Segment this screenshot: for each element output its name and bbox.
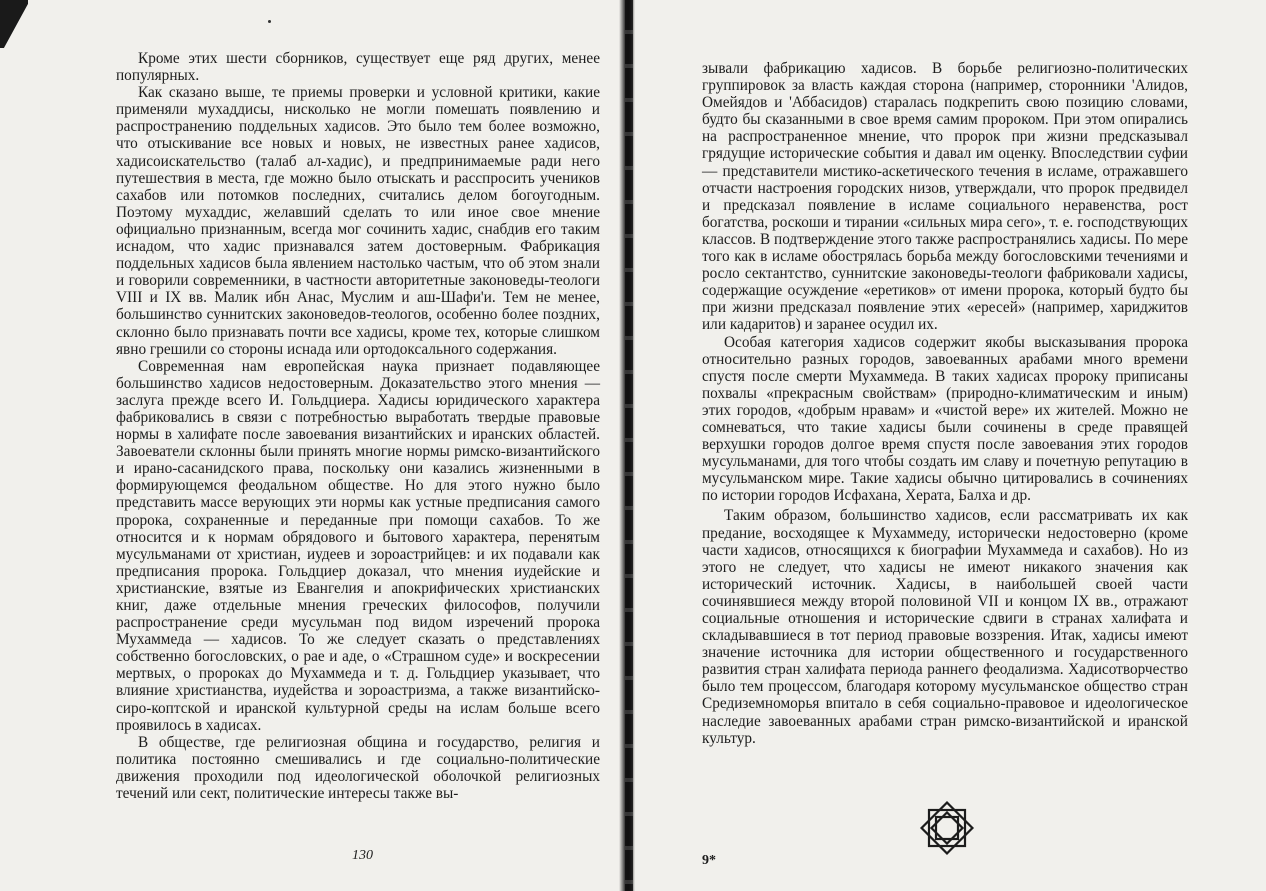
left-paragraph-4: В обществе, где религиозная община и государство, религия и политика постоянно смешивались и где социально-политические движения проходили под идеологической оболочкой религиозных течений или сект, политические интересы также вы- [116,733,600,803]
scan-dot [268,20,271,23]
right-text-column [702,60,1188,747]
eight-point-star-ornament-icon [912,798,982,858]
right-paragraph-3: Таким образом, большинство хадисов, если рассматривать их как предание, восходящее к Мухаммеду, исторически недостоверно (кроме части хадисов, относящихся к биографии Мухаммеда и сахабов). Но из этого не следует, что хадисы не имеют никакого значения как исторический источник. Хадисы, в наибольшей своей части сочинявшиеся между второй половиной VII и концом IX вв., отражают социальные отношения и исторические сдвиги в странах халифата и складывавшиеся в тот период правовые воззрения. Итак, хадисы имеют значение источника для истории общественного и государственного развития стран халифата периода раннего феодализма. Хадисотворчество было тем процессом, благодаря которому мусульманское общество стран Средиземноморья впитало в себя социально-правовое и идеологическое наследие завоеванных арабами стран римско-византийской и иранской культур. [702,507,1188,747]
left-paragraph-1: Кроме этих шести сборников, существует еще ряд других, менее популярных. [116,50,600,85]
right-page [632,0,1266,891]
left-page [0,0,630,891]
left-paragraph-3: Современная нам европейская наука признает подавляющее большинство хадисов недостоверным. Доказательство этого мнения — заслуга прежде всего И. Гольдциера. Хадисы юридического характера фабриковались в связи с потребностью выработать твердые правовые нормы в халифате после завоевания византийских и иранских областей. Завоеватели склонны были принять многие нормы римско-византийского и ирано-сасанидского права, поскольку они казались жизненными в формирующемся феодальном обществе. Но для этого нужно было представить массе верующих эти нормы как устные предписания самого пророка, сохраненные и переданные при помощи сахабов. То же относится и к нормам обрядового и бытового характера, перенятым мусульманами от христиан, иудеев и зороастрийцев: и их подавали как предписания пророка. Гольдциер доказал, что мнения иудейские и христианские, взятые из Евангелия и апокрифических христианских книг, даже отдельные мнения греческих философов, получили распространение среди мусульман под видом изречений пророка Мухаммеда — хадисов. То же следует сказать о представлениях собственно богословских, о рае и аде, о «Страшном суде» и воскресении мертвых, о пророках до Мухаммеда и т. д. Гольдциер указывает, что влияние христианства, иудейства и зороастризма, а также византийско-сиро-коптской и иранской культурной среды на ислам больше всего проявилось в хадисах. [116,357,600,734]
left-page-number: 130 [352,848,373,863]
left-paragraph-2: Как сказано выше, те приемы проверки и условной критики, какие применяли мухаддисы, нисколько не могли помешать появлению и распространению поддельных хадисов. Это было тем более возможно, что отыскивание все новых и новых, не известных ранее хадисов, хадисоискательство (талаб ал-хадис), и предпринимаемые ради него путешествия в места, где можно было отыскать и расспросить учеников сахабов или потомков последних, считались делом богоугодным. Поэтому мухаддис, желавший сделать то или иное свое мнение официально признанным, всегда мог сочинить хадис, снабдив его таким иснадом, что хадис признавался затем достоверным. Фабрикация поддельных хадисов была явлением настолько частым, что об этом знали и говорили современники, в частности авторитетные законоведы-теологи VIII и IX вв. Малик ибн Анас, Муслим и аш-Шафи'и. Тем не менее, большинство суннитских законоведов-теологов, особенно более поздних, склонно было признавать почти все хадисы, кроме тех, которые слишком явно грешили со стороны иснада или ортодоксального содержания. [116,84,600,358]
scan-corner-mark [0,0,28,48]
right-paragraph-2: Особая категория хадисов содержит якобы высказывания пророка относительно разных городов, завоеванных арабами много времени спустя после смерти Мухаммеда. В таких хадисах пророку приписаны похвалы «прекрасным свойствам» (природно-климатическим и иным) этих городов, «добрым нравам» и «чистой вере» их жителей. Можно не сомневаться, что такие хадисы были сочинены в среде правящей верхушки городов долгое время спустя после завоевания этих городов мусульманами, для того чтобы создать им славу и почетную репутацию в мусульманском мире. Такие хадисы обычно цитировались в сочинениях по истории городов Исфахана, Херата, Балха и др. [702,333,1188,505]
right-page-number: 9* [702,853,716,868]
right-paragraph-1: зывали фабрикацию хадисов. В борьбе религиозно-политических группировок за власть каждая сторона (например, сторонники 'Алидов, Омейядов и 'Аббасидов) старалась подкрепить свою позицию словами, будто бы сказанными в свое время самим пророком. При этом опирались на распространенное мнение, что пророк при жизни предсказывал грядущие исторические события и давал им оценку. Впоследствии суфии — представители мистико-аскетического течения в исламе, отражавшего отчасти настроения городских низов, утверждали, что пророк предвидел и предсказал появление в исламе социального неравенства, рост богатства, роскоши и тирании «сильных мира сего», т. е. господствующих классов. В подтверждение этого также распространялись хадисы. По мере того как в исламе обострялась борьба между богословскими течениями и росло сектантство, суннитские законоведы-теологи фабриковали хадисы, содержащие осуждение «еретиков» от имени пророка, который будто бы при жизни предсказал появление этих «ересей» (например, хариджитов или кадаритов) и заранее осудил их. [702,60,1188,334]
left-text-column [116,50,600,802]
